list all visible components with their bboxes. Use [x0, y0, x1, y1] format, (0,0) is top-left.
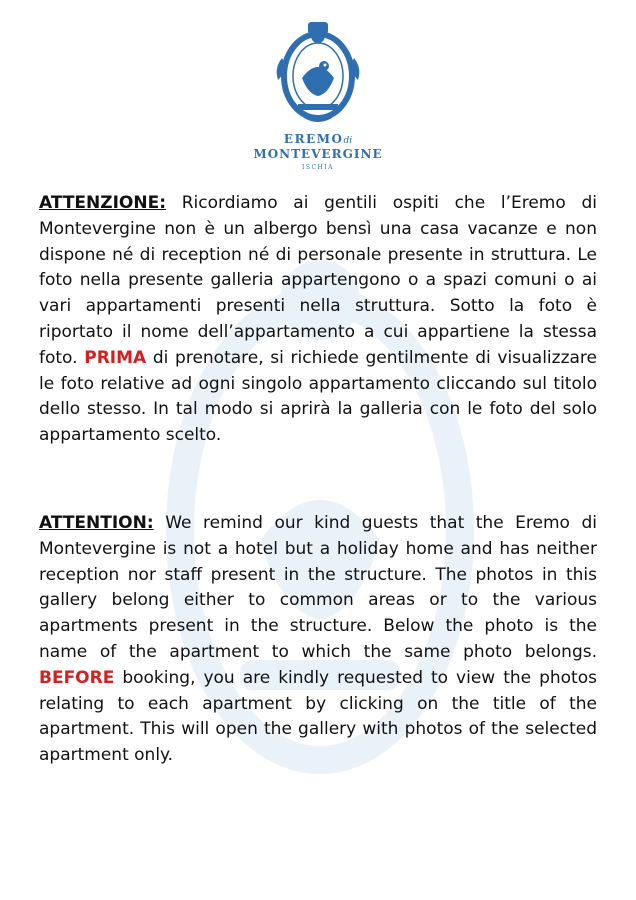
- brand-name-line2: MONTEVERGINE: [253, 147, 383, 161]
- notice-english-heading: ATTENTION:: [39, 513, 154, 533]
- notice-english-text-after: booking, you are kindly requested to view the photos relating to each apartment by clicking on the title of the apartment. This will open the gallery with photos of the selected apartment only.: [39, 667, 597, 766]
- brand-name-line1: [0, 132, 636, 146]
- logo: [0, 18, 636, 188]
- notice-italian-text-after: di prenotare, si richiede gentilmente di visualizzare le foto relative ad ogni singolo appartamento cliccando sul titolo dello stesso. In tal modo si aprirà la galleria con le foto del solo appartamento scelto.: [39, 347, 597, 446]
- brand-name-di: di: [343, 136, 353, 146]
- notice-english-highlight: BEFORE: [39, 667, 115, 688]
- notice-english-text-before: We remind our kind guests that the Eremo di Montevergine is not a hotel but a holiday home and has neither reception nor staff present in the structure. The photos in this gallery belong either to common areas or to the various apartments present in the structure. Below the photo is the name of the apartment to which the same photo belongs.: [39, 513, 597, 662]
- notice-italian-heading: ATTENZIONE:: [39, 193, 167, 213]
- brand-location: ISCHIA: [301, 164, 334, 171]
- brand-name-part1: EREMO: [283, 132, 344, 146]
- notice-italian: [39, 191, 597, 449]
- notice-italian-text-before: Ricordiamo ai gentili ospiti che l’Eremo di Montevergine non è un albergo bensì una casa vacanze e non dispone né di reception né di personale presente in struttura. Le foto nella presente galleria appartengono o a spazi comuni o ai vari appartamenti presenti nella struttura. Sotto la foto è riportato il nome dell’appartamento a cui appartiene la stessa foto.: [39, 193, 597, 368]
- notice-english: [39, 511, 597, 769]
- notice-italian-highlight: PRIMA: [84, 347, 147, 368]
- crest-logo-icon: [272, 18, 364, 126]
